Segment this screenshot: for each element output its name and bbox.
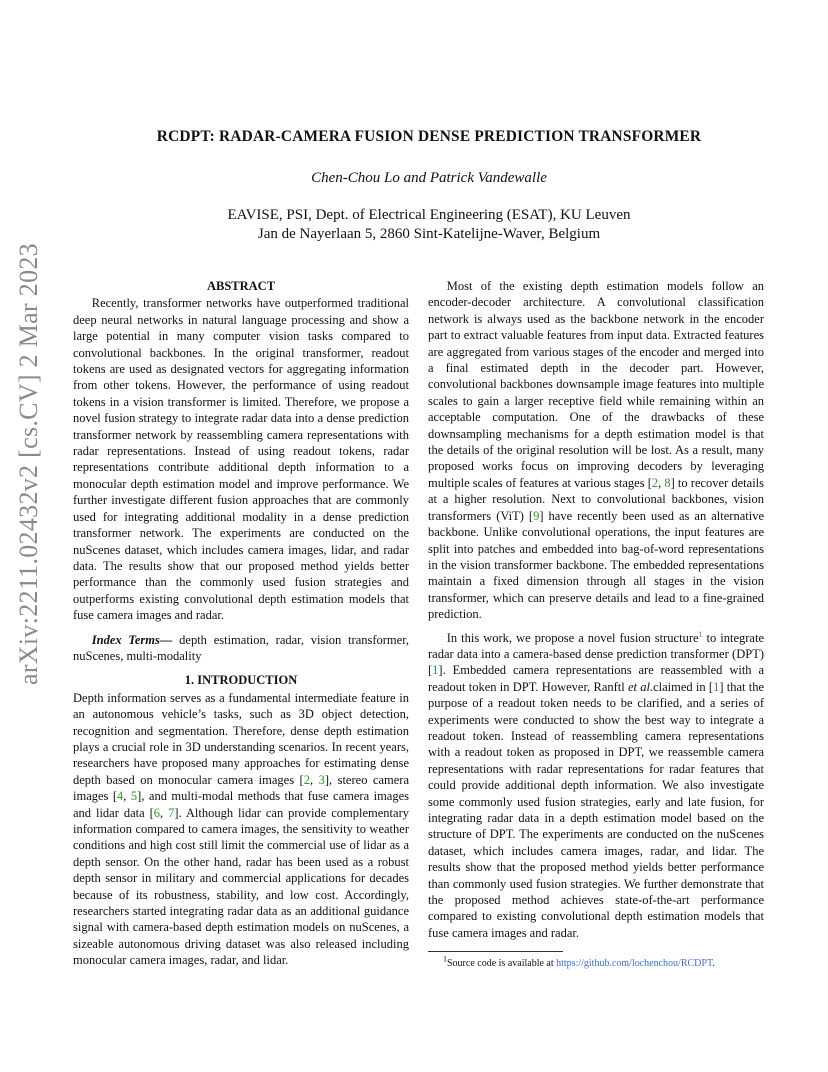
arxiv-identifier-stamp: arXiv:2211.02432v2 [cs.CV] 2 Mar 2023 bbox=[14, 243, 43, 685]
footnote-divider bbox=[428, 951, 563, 952]
intro-paragraph-1 bbox=[73, 690, 409, 969]
citation-separator: , bbox=[309, 772, 319, 787]
citation-link[interactable]: 3 bbox=[318, 772, 325, 787]
right-column bbox=[428, 278, 764, 970]
citation-link[interactable]: 2 bbox=[303, 772, 310, 787]
citation-link[interactable]: 1 bbox=[713, 679, 720, 694]
source-code-link[interactable]: https://github.com/lochenchou/RCDPT bbox=[556, 958, 713, 970]
citation-link[interactable]: 1 bbox=[432, 663, 439, 678]
footnote-text: Source code is available at bbox=[447, 958, 557, 970]
affiliation-line-2: Jan de Nayerlaan 5, 2860 Sint-Katelijne-Waver, Belgium bbox=[257, 226, 601, 242]
citation-separator: , bbox=[658, 475, 665, 490]
intro-paragraph-2 bbox=[428, 278, 764, 623]
intro-p3-text-c: ]. Embedded camera representations are reassembled with a readout token in DPT. However, Ranftl bbox=[428, 663, 764, 694]
affiliation-line-1: EAVISE, PSI, Dept. of Electrical Engineering (ESAT), KU Leuven bbox=[227, 207, 631, 223]
intro-p3-text-e: ] that the purpose of a readout token needs to be clarified, and a series of experiments were conducted to show the best way to integrate a readout token. Instead of reassembling camera representations with a readout token as proposed in DPT, we reassemble camera representations with radar representations for radar features that could provide additional depth information. We also investigate some commonly used fusion strategies, early and late fusion, for integrating radar data in a depth estimation model based on the structure of DPT. The experiments are conducted on the nuScenes dataset, which includes camera images, radar, and lidar. The results show that the proposed method yields better performance than commonly used fusion strategies. We further demonstrate that the proposed method achieves state-of-the-art performance compared to existing convolutional depth estimation models that fuse camera images and radar. bbox=[428, 679, 764, 940]
citation-separator: , bbox=[123, 789, 131, 804]
intro-p2-text-c: ] have recently been used as an alternative backbone. Unlike convolutional operations, the input features are split into patches and embedded into bag-of-word representations in the vision transformer backbone. The embedded representations maintain a fixed dimension through all stages in the vision transformer, which can preserve details and lead to a fine-grained prediction. bbox=[428, 508, 764, 622]
citation-link[interactable]: 2 bbox=[651, 475, 659, 490]
abstract-heading: ABSTRACT bbox=[206, 279, 276, 293]
intro-p1-text-b: ], stereo camera images [ bbox=[73, 772, 409, 804]
affiliation bbox=[60, 206, 798, 244]
citation-link[interactable]: 4 bbox=[117, 789, 124, 804]
paper-title: RCDPT: RADAR-CAMERA FUSION DENSE PREDICTION TRANSFORMER bbox=[156, 128, 702, 145]
index-terms-label: Index Terms— bbox=[91, 632, 173, 647]
author-list: Chen-Chou Lo and Patrick Vandewalle bbox=[311, 170, 547, 186]
intro-p3-etal: et al. bbox=[627, 679, 654, 694]
left-column bbox=[73, 278, 409, 969]
citation-link[interactable]: 6 bbox=[153, 805, 160, 820]
intro-p2-text-b: ] to recover details at a higher resolution. Next to convolutional backbones, vision transformers (ViT) [ bbox=[428, 475, 764, 523]
index-terms bbox=[73, 632, 409, 665]
intro-p1-text-c: ], and multi-modal methods that fuse camera images and lidar data [ bbox=[73, 789, 410, 820]
abstract-text: Recently, transformer networks have outperformed traditional deep neural networks in natural language processing and show a large potential in many computer vision tasks compared to convolutional backbones. In the original transformer, readout tokens are used as designated vectors for aggregating information from other tokens. However, the performance of using readout tokens in a vision transformer is limited. Therefore, we propose a novel fusion strategy to integrate radar data into a dense prediction transformer network by reassembling camera representations with radar representations. Instead of using readout tokens, radar representations contribute additional depth information to a monocular depth estimation model and improve performance. We further investigate different fusion approaches that are commonly used for integrating additional modality in a dense prediction transformer network. The experiments are conducted on the nuScenes dataset, which includes camera images, lidar, and radar data. The results show that our proposed method yields better performance than the commonly used fusion strategies and outperforms existing convolutional depth estimation models that fuse camera images and radar. bbox=[73, 296, 409, 623]
intro-p1-text-a: Depth information serves as a fundamental intermediate feature in an autonomous vehicle’s tasks, such as 3D object detection, recognition and segmentation. Therefore, dense depth estimation plays a crucial role in 3D understanding scenarios. In recent years, researchers have proposed many approaches for estimating dense depth based on monocular camera images [ bbox=[73, 690, 409, 787]
footnote bbox=[428, 954, 764, 970]
intro-p3-text-a: In this work, we propose a novel fusion structure bbox=[446, 630, 699, 645]
footnote-period: . bbox=[712, 958, 715, 970]
citation-separator: , bbox=[160, 805, 169, 820]
footnote-number: 1 bbox=[443, 954, 447, 964]
index-terms-text: depth estimation, radar, vision transformer, nuScenes, multi-modality bbox=[73, 632, 409, 663]
citation-link[interactable]: 5 bbox=[130, 789, 138, 804]
citation-link[interactable]: 7 bbox=[168, 805, 175, 820]
intro-paragraph-3 bbox=[428, 630, 764, 942]
citation-link[interactable]: 9 bbox=[533, 508, 540, 523]
intro-p3-text-b: to integrate radar data into a camera-based dense prediction transformer (DPT) [ bbox=[428, 630, 764, 678]
intro-p1-text-d: ]. Although lidar can provide complementary information compared to camera images, the sensitivity to weather conditions and high cost still limit the commercial use of lidar as a depth sensor. On the other hand, radar has been used as a robust depth sensor in military and commercial applications for decades because of its robustness, stability, and low cost. Accordingly, researchers started integrating radar data as an additional guidance signal with camera-based depth estimation models on nuScenes, a sizeable autonomous driving dataset was also released including monocular camera images, radar, and lidar. bbox=[73, 805, 409, 968]
introduction-heading: 1. INTRODUCTION bbox=[184, 673, 298, 688]
footnote-marker[interactable]: 1 bbox=[698, 629, 703, 639]
intro-p3-text-d: claimed in [ bbox=[653, 679, 714, 694]
citation-link[interactable]: 8 bbox=[664, 475, 671, 490]
intro-p2-text-a: Most of the existing depth estimation models follow an encoder-decoder architecture. A convolutional classification network is always used as the backbone network in the encoder part to extract valuable features from input data. Extracted features are aggregated from various stages of the encoder and merged into a final estimated depth in the decoder part. However, convolutional backbones downsample image features into multiple scales to gain a larger receptive field while remaining within an acceptable computation. One of the drawbacks of these downsampling mechanisms for a depth estimation model is that the details of the original resolution will be lost. As a result, many proposed works focus on improving decoders by leveraging multiple scales of features at various stages [ bbox=[428, 279, 764, 490]
